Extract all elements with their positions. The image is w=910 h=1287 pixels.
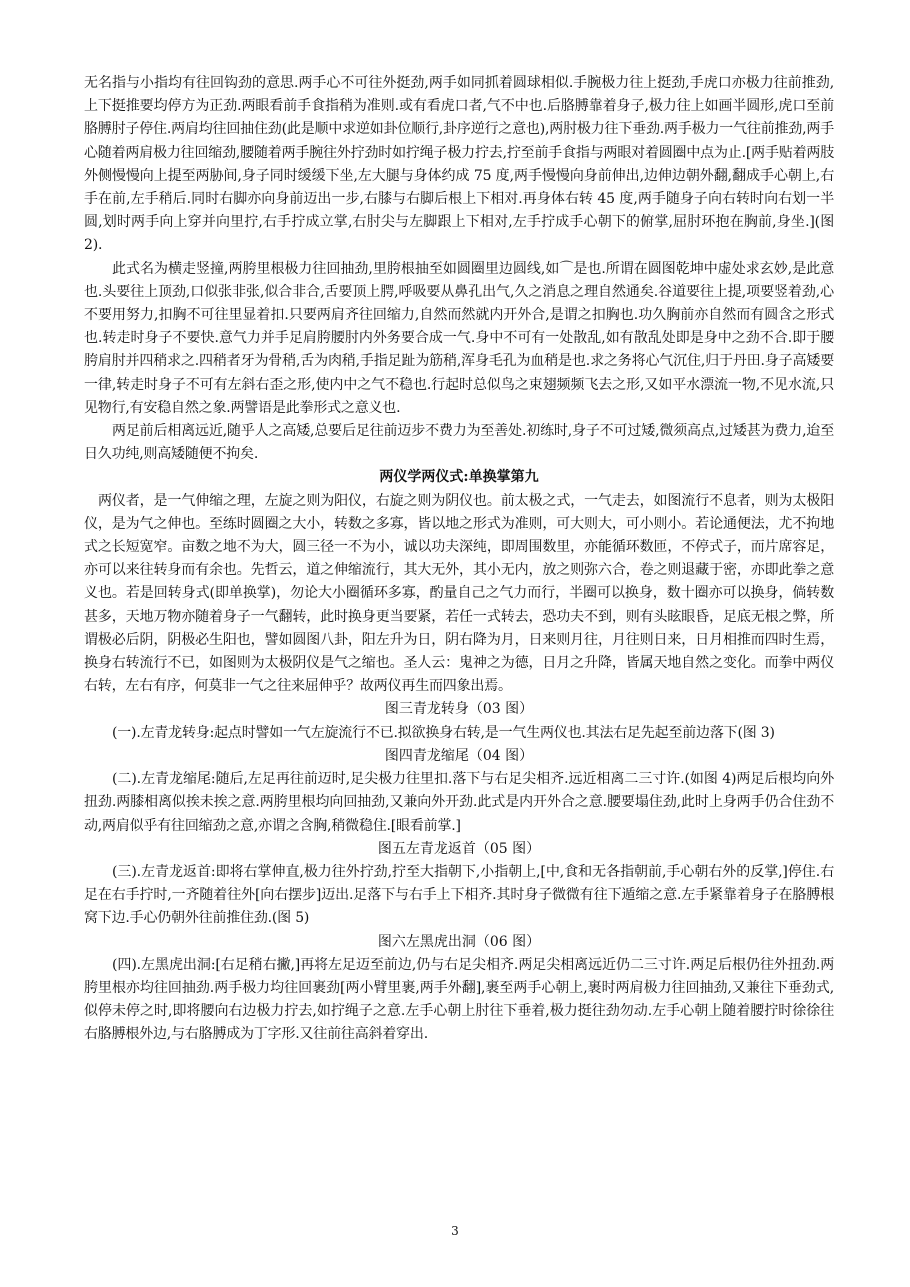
paragraph-heng-zou-shu-zhuang: 此式名为横走竖撞,两胯里根极力往回抽劲,里胯根抽至如圆圈里边圆线,如⌒是也.所谓在圆图乾坤中虚处求玄妙,是此意也.头要往上顶劲,口似张非张,似合非合,舌要顶上腭,呼吸要从鼻孔出气,久之消息之理自然通矣.谷道要往上提,项要竖着劲,心不要用努力,扣胸不可往里显着扣.只要两肩齐往回缩力,自然而然就内开外合,是谓之扣胸也.功久胸前亦自然而有圆含之形式也.转走时身子不要快.意气力并手足肩胯腰肘内外务要合成一气.身中不可有一处散乱,如有散乱处即是身中之劲不合.即于腰胯肩肘并四稍求之.四稍者牙为骨稍,舌为肉稍,手指足趾为筋稍,浑身毛孔为血稍是也.求之务将心气沉住,归于丹田.身子高矮要一律,转走时身子不可有左斜右歪之形,使内中之气不稳也.行起时总似鸟之束翅频频飞去之形,又如平水漂流一物,不见水流,只见物行,有安稳自然之象.两譬语是此拳形式之意义也. <box>84 260 834 416</box>
figure-caption-03: 图三青龙转身（03 图） <box>384 701 534 718</box>
paragraph-step-2: (二).左青龙缩尾:随后,左足再往前迈时,足尖极力往里扣.落下与右足尖相齐.远近相离二三寸许.(如图 4)两足后根均向外扭劲.两膝相离似挨未挨之意.两胯里根均向回抽劲,又兼向外开劲.此式是内开外合之意.腰要塌住劲,此时上身两手仍合住劲不动,两肩似乎有往回缩劲之意,亦谓之含胸,稍微稳住.[眼看前掌.] <box>84 771 834 834</box>
paragraph-step-4: (四).左黑虎出洞:[右足稍右撇,]再将左足迈至前边,仍与右足尖相齐.两足尖相离远近仍二三寸许.两足后根仍往外扭劲.两胯里根亦均往回抽劲.两手极力均往回裹劲[两小臂里裹,两手外翻],裹至两手心朝上,裹时两肩极力往回抽劲,又兼往下垂劲式,似停未停之时,即将腰向右边极力拧去,如拧绳子之意.左手心朝上肘往下垂着,极力挺往劲勿动.左手心朝上随着腰拧时徐徐往右胳膊根外边,与右胳膊成为丁字形.又往前往高斜着穿出. <box>84 956 834 1043</box>
paragraph-step-1: (一).左青龙转身:起点时譬如一气左旋流行不已.拟欲换身右转,是一气生两仪也.其法右足先起至前边落下(图 3) <box>112 724 775 741</box>
figure-caption-05: 图五左青龙返首（05 图） <box>377 840 541 857</box>
paragraph-liangyi: 两仪者，是一气伸缩之理，左旋之则为阳仪，右旋之则为阴仪也。前太极之式，一气走去，如图流行不息者，则为太极阳仪，是为气之伸也。至练时圆圈之大小，转数之多寡，皆以地之形式为准则，可大则大，可小则小。若论通便法，尤不拘地式之长短宽窄。亩数之地不为大，圆三径一不为小，诚以功夫深纯，即周围数里，亦能循环数匝，不停式子，而片席容足，亦可以来往转身而有余也。先哲云，道之伸缩流行，其大无外，其小无内，放之则弥六合，卷之则退藏于密，亦即此拳之意义也。若是回转身式(即单换掌)，勿论大小圈循环多寡，酌量自己之气力而行，半圈可以换身，数十圈亦可以换身，倘转数甚多，天地万物亦随着身子一气翻转，此时换身更当要紧，若任一式转去，恐功夫不到，则有头眩眼昏，足底无根之弊，所谓极必后阴，阴极必生阳也，譬如圆图八卦，阳左升为日，阴右降为月，日来则月往，月往则日来，日月相推而四时生焉，换身右转流行不已，如图则为太极阴仪是气之缩也。圣人云：鬼神之为德，日月之升降，皆属天地自然之变化。而拳中两仪右转，左右有序，何莫非一气之往来屈伸乎？故两仪再生而四象出焉。 <box>84 492 834 695</box>
figure-caption-06: 图六左黑虎出洞（06 图） <box>377 933 541 950</box>
paragraph-feet-distance: 两足前后相离远近,随乎人之高矮,总要后足往前迈步不费力为至善处.初练时,身子不可过矮,微须高点,过矮甚为费力,迨至日久功纯,则高矮随便不拘矣. <box>84 423 834 463</box>
section-heading: 两仪学两仪式:单换掌第九 <box>379 469 539 486</box>
figure-caption-04: 图四青龙缩尾（04 图） <box>384 747 534 764</box>
document-page <box>84 72 834 1047</box>
paragraph-step-3: (三).左青龙返首:即将右掌伸直,极力往外拧劲,拧至大指朝下,小指朝上,[中,食和无各指朝前,手心朝右外的反掌,]停住.右足在右手拧时,一齐随着往外[向右摆步]迈出.足落下与右手上下相齐.其时身子微微有往下遁缩之意.左手紧靠着身子在胳膊根窝下边.手心仍朝外往前推住劲.(图 5) <box>84 863 834 927</box>
paragraph-continuation: 无名指与小指均有往回钩劲的意思.两手心不可往外挺劲,两手如同抓着圆球相似.手腕极力往上挺劲,手虎口亦极力往前推劲,上下挺推要均停方为正劲.两眼看前手食指稍为准则.或有看虎口者,气不中也.后胳膊靠着身子,极力往上如画半圆形,虎口至前胳膊肘子停住.两肩均往回抽住劲(此是顺中求逆如卦位顺行,卦序逆行之意也),两肘极力往下垂劲.两手极力一气往前推劲,两手心随着两肩极力往回缩劲,腰随着两手腕往外拧劲时如拧绳子极力拧去,拧至前手食指与两眼对着圆圈中点为止.[两手贴着两肢外侧慢慢向上提至两胁间,身子同时缓缓下坐,左大腿与身体约成 75 度,两手慢慢向身前伸出,边伸边朝外翻,翻成手心朝上,右手在前,左手稍后.同时右脚亦向身前迈出一步,右膝与右脚后根上下相对.再身体右转 45 度,两手随身子向右转时向右划一半圆,划时两手向上穿并向里拧,右手拧成立掌,右肘尖与左脚跟上下相对,左手拧成手心朝下的俯掌,屈肘环抱在胸前,身坐.](图 2). <box>84 75 834 254</box>
page-number: 3 <box>451 1224 459 1238</box>
